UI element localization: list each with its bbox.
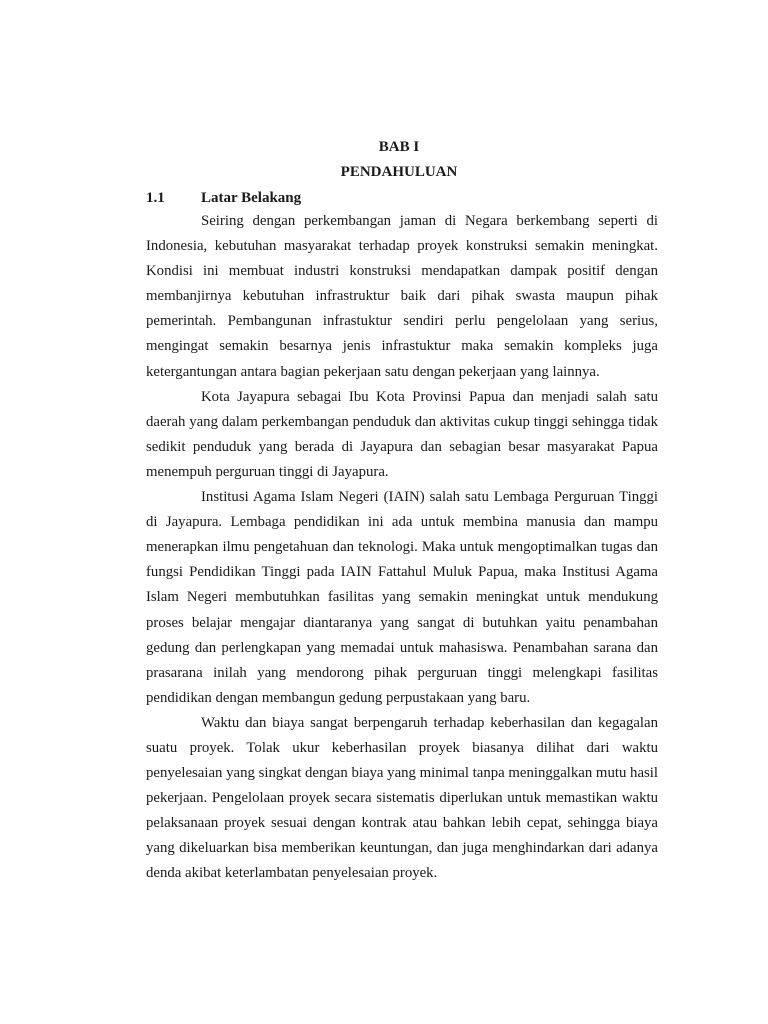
section-title: Latar Belakang <box>201 190 302 206</box>
paragraph: Seiring dengan perkembangan jaman di Negara berkembang seperti di Indonesia, kebutuhan masyarakat terhadap proyek konstruksi semakin meningkat. Kondisi ini membuat industri konstruksi mendapatkan dampak positif dengan membanjirnya kebutuhan infrastruktur baik dari pihak swasta maupun pihak pemerintah. Pembangunan infrastuktur sendiri perlu pengelolaan yang serius, mengingat semakin besarnya jenis infrastuktur maka semakin kompleks juga ketergantungan antara bagian pekerjaan satu dengan pekerjaan yang lainnya. <box>146 213 658 380</box>
body-text <box>146 209 658 887</box>
paragraph: Waktu dan biaya sangat berpengaruh terhadap keberhasilan dan kegagalan suatu proyek. Tolak ukur keberhasilan proyek biasanya dilihat dari waktu penyelesaian yang singkat dengan biaya yang minimal tanpa meninggalkan mutu hasil pekerjaan. Pengelolaan proyek secara sistematis diperlukan untuk memastikan waktu pelaksanaan proyek sesuai dengan kontrak atau bahkan lebih cepat, sehingga biaya yang dikeluarkan bisa memberikan keuntungan, dan juga menghindarkan dari adanya denda akibat keterlambatan penyelesaian proyek. <box>146 714 658 882</box>
section-number: 1.1 <box>146 190 165 206</box>
paragraph: Kota Jayapura sebagai Ibu Kota Provinsi Papua dan menjadi salah satu daerah yang dalam perkembangan penduduk dan aktivitas cukup tinggi sehingga tidak sedikit penduduk yang berada di Jayapura dan sebagian besar masyarakat Papua menempuh perguruan tinggi di Jayapura. <box>146 388 658 480</box>
paragraph: Institusi Agama Islam Negeri (IAIN) salah satu Lembaga Perguruan Tinggi di Jayapura. Lembaga pendidikan ini ada untuk membina manusia dan mampu menerapkan ilmu pengetahuan dan teknologi. Maka untuk mengoptimalkan tugas dan fungsi Pendidikan Tinggi pada IAIN Fattahul Muluk Papua, maka Institusi Agama Islam Negeri membutuhkan fasilitas yang semakin meningkat untuk mendukung proses belajar mengajar diantaranya yang sangat di butuhkan yaitu penambahan gedung dan perlengkapan yang memadai untuk mahasiswa. Penambahan sarana dan prasarana inilah yang mendorong pihak perguruan tinggi melengkapi fasilitas pendidikan dengan membangun gedung perpustakaan yang baru. <box>146 489 658 706</box>
section-heading <box>146 188 301 208</box>
chapter-number: BAB I <box>378 139 420 155</box>
chapter-title: PENDAHULUAN <box>340 164 458 180</box>
